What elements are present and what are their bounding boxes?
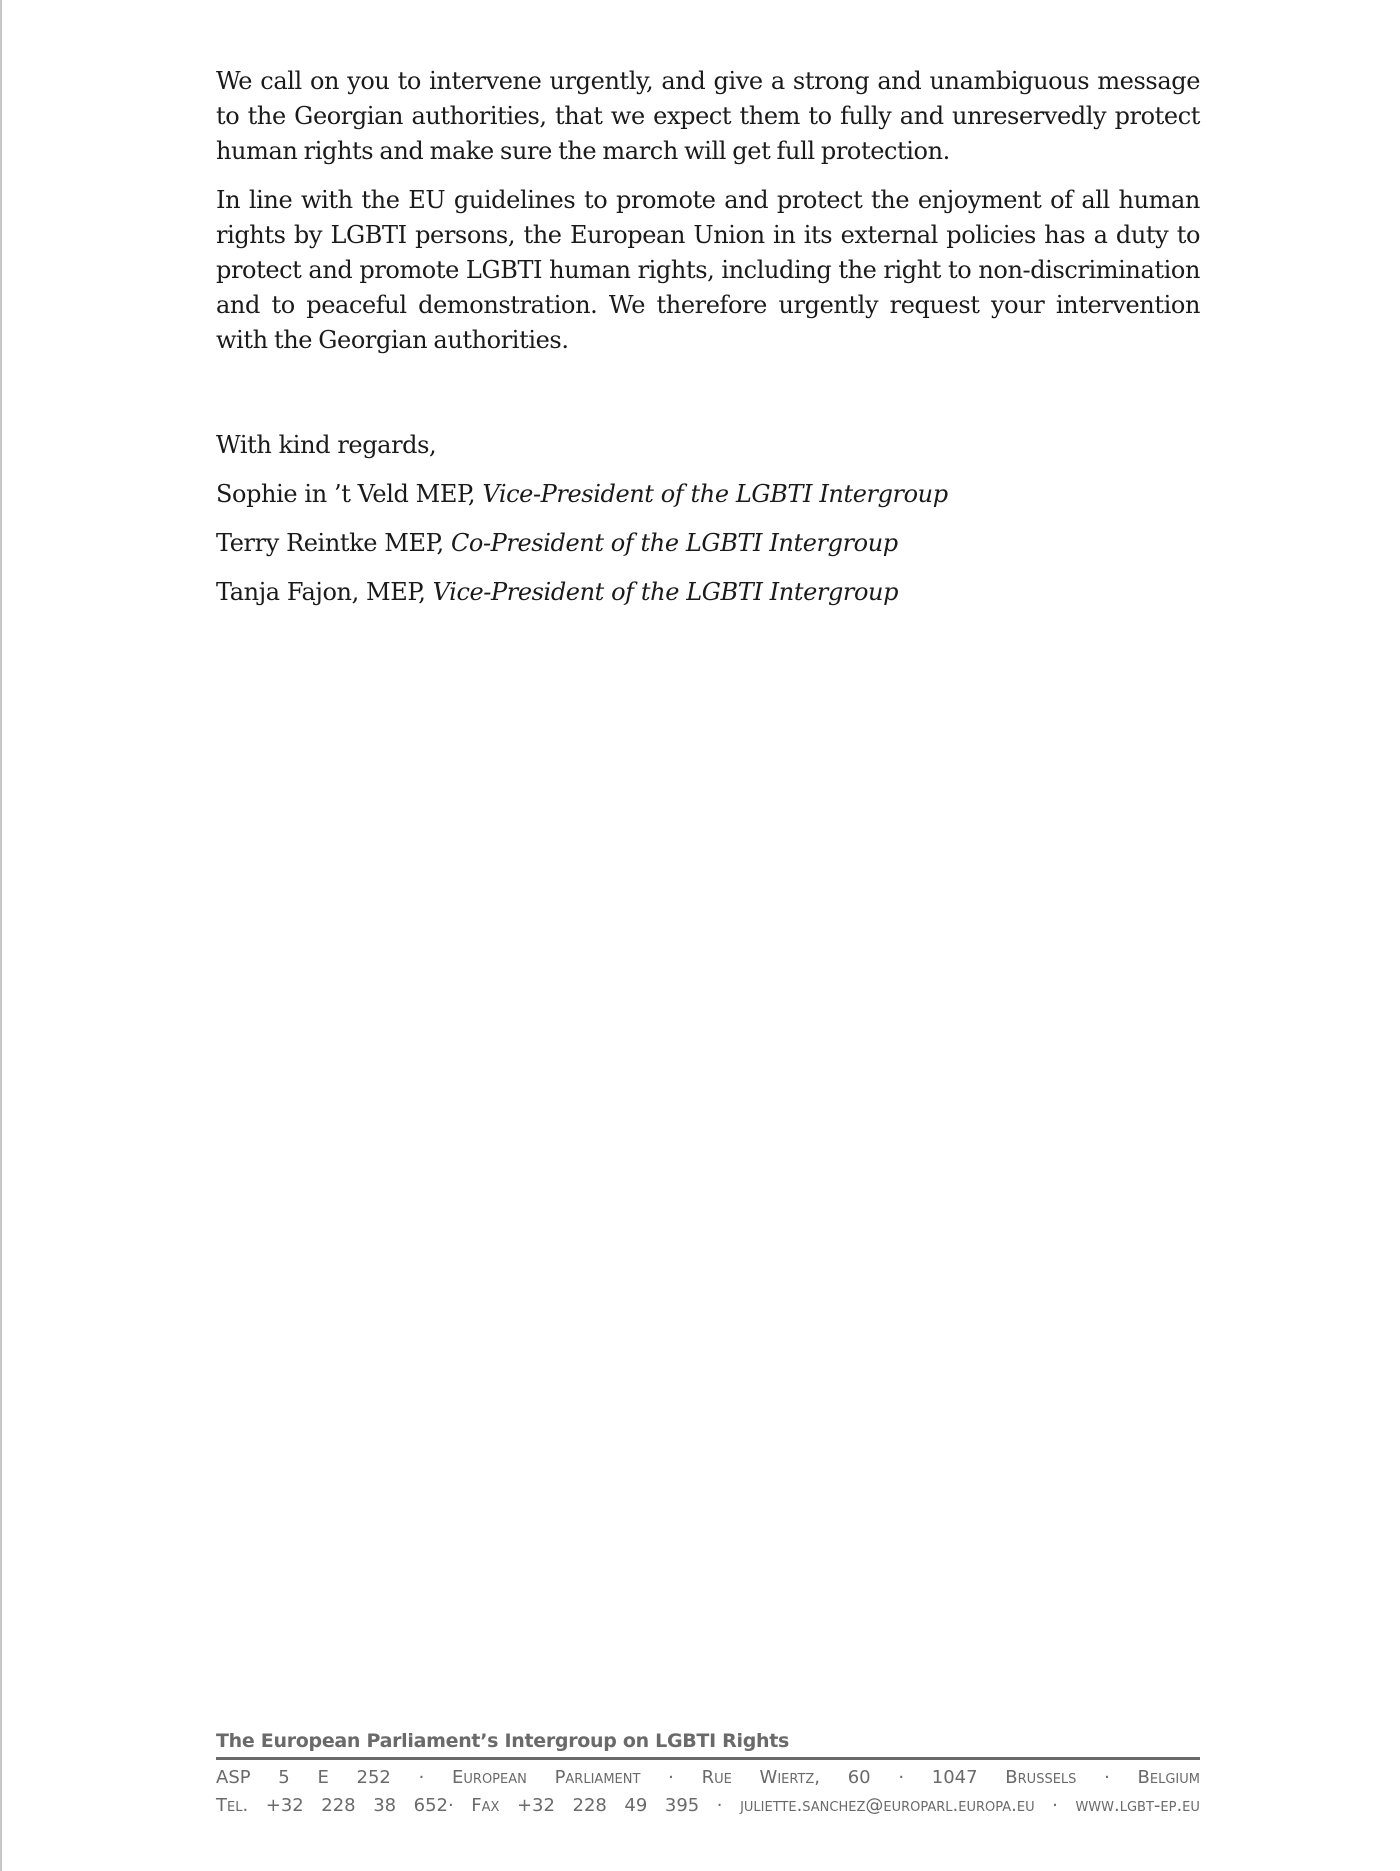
body-paragraph-2: In line with the EU guidelines to promote and protect the enjoyment of all human rights by LGBTI persons, the European Union in its external policies has a duty to protect and promote LGBTI human rights, including the right to non-discrimination and to peaceful demonstration. We therefore urgently request your intervention with the Georgian authorities.	[216, 186, 1200, 354]
footer-word: ·	[418, 1767, 425, 1788]
footer-word: 38	[373, 1795, 397, 1816]
page-edge	[0, 0, 2, 1871]
footer-word: Belgium	[1137, 1767, 1200, 1788]
footer-word: Tel.	[216, 1795, 249, 1816]
footer-word: 252	[356, 1767, 391, 1788]
signatory-role: Vice-President of the LGBTI Intergroup	[432, 578, 899, 606]
footer-word: 652·	[413, 1795, 454, 1816]
footer-word: ·	[898, 1767, 905, 1788]
footer-title: The European Parliament’s Intergroup on LGBTI Rights	[216, 1730, 790, 1752]
footer-word: 395	[664, 1795, 700, 1816]
signatory-role: Co-President of the LGBTI Intergroup	[450, 529, 898, 557]
footer-word: ·	[1052, 1795, 1058, 1816]
signatory-1	[216, 477, 1200, 512]
footer-word: European	[452, 1767, 527, 1788]
footer-word: 228	[321, 1795, 356, 1816]
signatory-3	[216, 575, 1200, 610]
letter-body	[216, 64, 1200, 610]
footer-word: Parliament	[554, 1767, 641, 1788]
footer-word: 1047	[931, 1767, 978, 1788]
signatory-name: Tanja Fajon, MEP,	[216, 578, 433, 606]
footer-word: Wiertz,	[759, 1767, 821, 1788]
signatory-role: Vice-President of the LGBTI Intergroup	[482, 480, 948, 508]
footer-website-link[interactable]: www.lgbt-ep.eu	[1075, 1795, 1200, 1816]
footer-word: 5	[278, 1767, 290, 1788]
footer-email-link[interactable]: juliette.sanchez@europarl.europa.eu	[740, 1795, 1035, 1816]
footer-word: E	[317, 1767, 329, 1788]
signatory-2	[216, 526, 1200, 561]
footer-word: +32	[516, 1795, 555, 1816]
closing-salutation: With kind regards,	[216, 431, 437, 459]
footer-word: ·	[1104, 1767, 1110, 1788]
signatory-name: Terry Reintke MEP,	[216, 529, 451, 557]
body-paragraph-1: We call on you to intervene urgently, and give a strong and unambiguous message to the Georgian authorities, that we expect them to fully and unreservedly protect human rights and make sure the march will get full protection.	[216, 67, 1200, 165]
footer-word: ·	[668, 1767, 674, 1788]
letterhead-footer	[216, 1728, 1200, 1820]
footer-address-line	[216, 1764, 1200, 1792]
footer-word: +32	[265, 1795, 304, 1816]
footer-divider	[216, 1757, 1200, 1760]
footer-word: Fax	[471, 1795, 500, 1816]
signatory-name: Sophie in ’t Veld MEP,	[216, 480, 483, 508]
footer-word: Rue	[701, 1767, 732, 1788]
footer-word: ASP	[216, 1767, 251, 1788]
footer-word: 228	[572, 1795, 607, 1816]
footer-word: 60	[847, 1767, 871, 1788]
footer-word: 49	[624, 1795, 648, 1816]
footer-word: ·	[716, 1795, 723, 1816]
footer-word: Brussels	[1005, 1767, 1077, 1788]
footer-contact-line	[216, 1792, 1200, 1820]
